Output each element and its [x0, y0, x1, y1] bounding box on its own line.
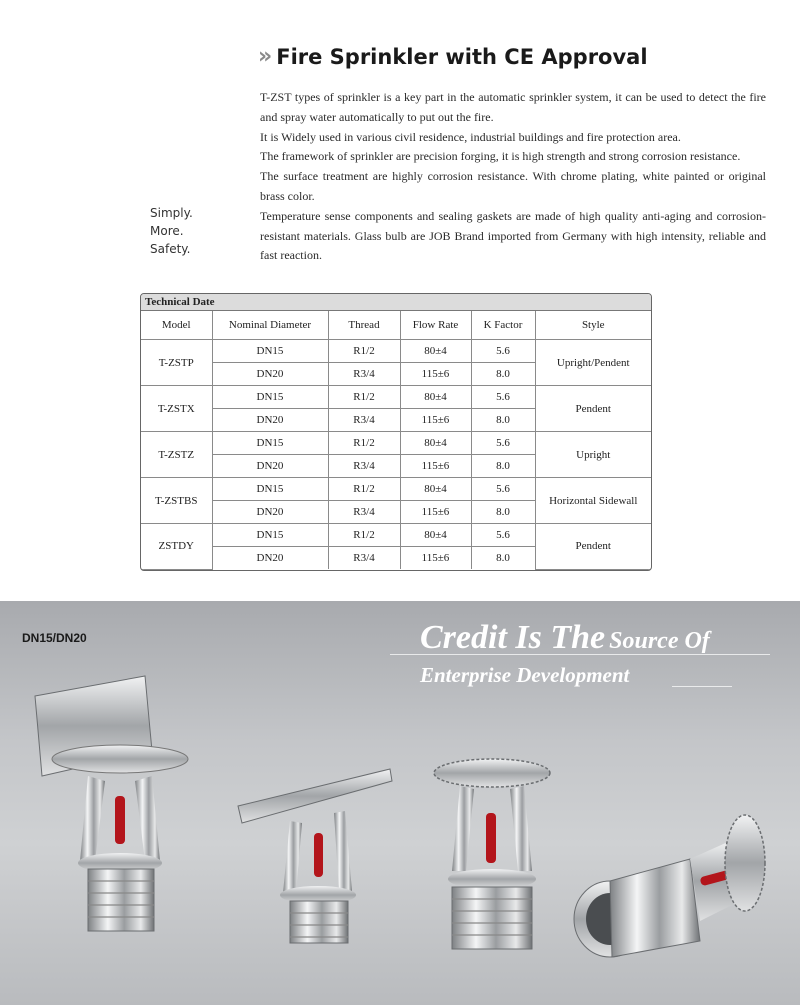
style-cell: Upright	[535, 432, 651, 478]
flow-cell: 80±4	[400, 524, 471, 547]
table-caption: Technical Date	[141, 294, 651, 311]
column-header: Style	[535, 311, 651, 340]
style-cell: Pendent	[535, 386, 651, 432]
diameter-cell: DN20	[212, 409, 328, 432]
banner-subline: Enterprise Development	[420, 663, 630, 687]
slogan-line: More.	[150, 224, 184, 238]
style-cell: Pendent	[535, 524, 651, 570]
column-header: K Factor	[471, 311, 535, 340]
diameter-cell: DN20	[212, 501, 328, 524]
table-row	[141, 524, 651, 547]
subline-rule	[672, 686, 732, 687]
style-cell: Horizontal Sidewall	[535, 478, 651, 524]
diameter-cell: DN15	[212, 340, 328, 363]
table-row	[141, 340, 651, 363]
k-factor-cell: 8.0	[471, 455, 535, 478]
diameter-cell: DN20	[212, 547, 328, 570]
headline-small: Source Of	[609, 628, 710, 654]
column-header: Flow Rate	[400, 311, 471, 340]
double-chevron-icon: »	[258, 44, 269, 69]
model-cell: T-ZSTP	[141, 340, 212, 386]
k-factor-cell: 5.6	[471, 478, 535, 501]
model-cell: ZSTDY	[141, 524, 212, 570]
column-header: Nominal Diameter	[212, 311, 328, 340]
model-cell: T-ZSTBS	[141, 478, 212, 524]
thread-cell: R3/4	[328, 501, 400, 524]
model-cell: T-ZSTX	[141, 386, 212, 432]
thread-cell: R1/2	[328, 524, 400, 547]
pendent-sprinkler-image	[574, 815, 765, 957]
thread-cell: R3/4	[328, 363, 400, 386]
title-row	[258, 44, 648, 69]
flow-cell: 115±6	[400, 363, 471, 386]
description-paragraph: The framework of sprinkler are precision forging, it is high strength and strong corrosion resistance.	[260, 149, 741, 164]
banner-headline	[420, 619, 710, 657]
diameter-cell: DN15	[212, 386, 328, 409]
k-factor-cell: 8.0	[471, 547, 535, 570]
thread-cell: R1/2	[328, 386, 400, 409]
diameter-cell: DN20	[212, 455, 328, 478]
thread-cell: R3/4	[328, 455, 400, 478]
flow-cell: 80±4	[400, 386, 471, 409]
k-factor-cell: 8.0	[471, 501, 535, 524]
table-row	[141, 386, 651, 409]
diameter-cell: DN15	[212, 432, 328, 455]
headline-big: Credit Is The	[420, 619, 606, 656]
model-cell: T-ZSTZ	[141, 432, 212, 478]
flow-cell: 115±6	[400, 455, 471, 478]
flow-cell: 115±6	[400, 409, 471, 432]
diameter-cell: DN15	[212, 524, 328, 547]
size-label: DN15/DN20	[22, 631, 87, 645]
column-header: Model	[141, 311, 212, 340]
upright-sprinkler-image	[434, 759, 550, 949]
thread-cell: R1/2	[328, 478, 400, 501]
thread-cell: R1/2	[328, 432, 400, 455]
table-header-row	[141, 311, 651, 340]
spec-table	[141, 311, 651, 570]
sprinkler-photo-illustration	[0, 601, 800, 1005]
product-photo-banner	[0, 601, 800, 1005]
flow-cell: 80±4	[400, 432, 471, 455]
thread-cell: R3/4	[328, 409, 400, 432]
description-paragraph: Temperature sense components and sealing gaskets are made of high quality anti-aging and corrosion-resistant materials. Glass bulb are JOB Brand imported from Germany with high intensity, reliable and fast reaction.	[260, 208, 766, 263]
k-factor-cell: 5.6	[471, 524, 535, 547]
flow-cell: 115±6	[400, 501, 471, 524]
thread-cell: R1/2	[328, 340, 400, 363]
description-paragraph: The surface treatment are highly corrosion resistance. With chrome plating, white painted or original brass color.	[260, 169, 766, 203]
k-factor-cell: 8.0	[471, 363, 535, 386]
description-paragraph: It is Widely used in various civil residence, industrial buildings and fire protection area.	[260, 129, 681, 144]
k-factor-cell: 5.6	[471, 386, 535, 409]
diameter-cell: DN15	[212, 478, 328, 501]
glass-bulb	[115, 796, 125, 844]
k-factor-cell: 5.6	[471, 432, 535, 455]
slogan-line: Safety.	[150, 242, 191, 256]
flow-cell: 80±4	[400, 478, 471, 501]
k-factor-cell: 8.0	[471, 409, 535, 432]
page-title: Fire Sprinkler with CE Approval	[276, 44, 648, 69]
sidewall-sprinkler-image	[35, 676, 188, 931]
slogan	[150, 204, 193, 258]
product-description	[260, 88, 766, 266]
style-cell: Upright/Pendent	[535, 340, 651, 386]
glass-bulb	[486, 813, 496, 863]
column-header: Thread	[328, 311, 400, 340]
table-row	[141, 478, 651, 501]
description-paragraph: T-ZST types of sprinkler is a key part in the automatic sprinkler system, it can be used to detect the fire and spray water automatically to put out the fire.	[260, 90, 766, 124]
flow-cell: 80±4	[400, 340, 471, 363]
table-row	[141, 432, 651, 455]
k-factor-cell: 5.6	[471, 340, 535, 363]
horizontal-sprinkler-image	[238, 769, 392, 943]
glass-bulb	[314, 833, 323, 877]
slogan-line: Simply.	[150, 206, 193, 220]
technical-table	[140, 293, 652, 571]
thread-cell: R3/4	[328, 547, 400, 570]
diameter-cell: DN20	[212, 363, 328, 386]
flow-cell: 115±6	[400, 547, 471, 570]
